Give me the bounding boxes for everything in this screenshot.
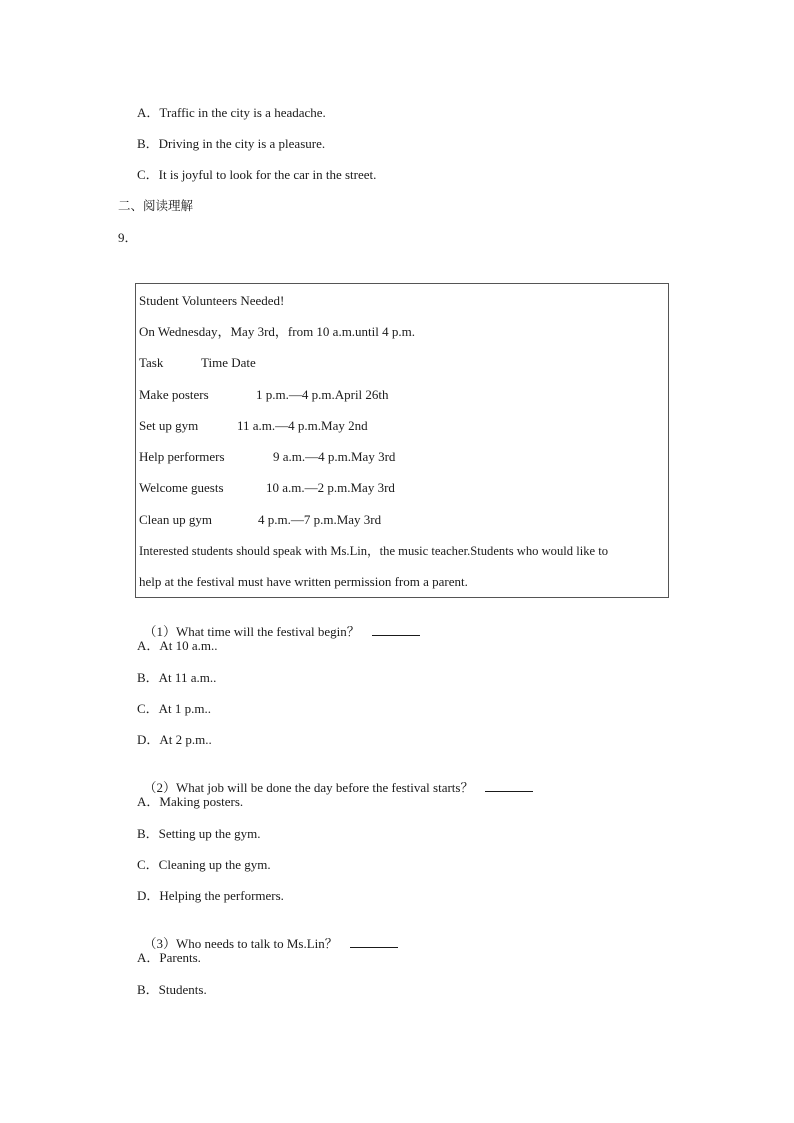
answer-option: D．Helping the performers. xyxy=(137,888,284,903)
task-time-date: 9 a.m.—4 p.m.May 3rd xyxy=(273,449,396,464)
q8-option-c: C．It is joyful to look for the car in the street. xyxy=(137,167,377,182)
task-time-date: 4 p.m.—7 p.m.May 3rd xyxy=(258,512,382,527)
question-stem xyxy=(137,763,533,796)
task-name: Make posters xyxy=(139,387,209,402)
answer-option: A．At 10 a.m.. xyxy=(137,638,218,653)
notice-footer-line2: help at the festival must have written permission from a parent. xyxy=(139,574,468,589)
question-stem xyxy=(137,919,398,952)
question-number: 9． xyxy=(118,230,138,245)
task-name: Clean up gym xyxy=(139,512,212,527)
notice-title: Student Volunteers Needed! xyxy=(139,293,285,308)
section-heading: 二、阅读理解 xyxy=(118,198,194,213)
notice-when: On Wednesday，May 3rd，from 10 a.m.until 4 p.m. xyxy=(139,324,416,339)
answer-option: C．At 1 p.m.. xyxy=(137,701,212,716)
answer-option: C．Cleaning up the gym. xyxy=(137,857,271,872)
question-stem-text: （2）What job will be done the day before the festival starts？ xyxy=(143,780,474,795)
task-name: Set up gym xyxy=(139,418,199,433)
answer-blank[interactable] xyxy=(485,779,533,792)
question-stem-text: （1）What time will the festival begin？ xyxy=(143,624,360,639)
answer-option: B．Students. xyxy=(137,982,207,997)
answer-option: B．At 11 a.m.. xyxy=(137,670,217,685)
notice-header-time-date: Time Date xyxy=(201,355,256,370)
notice-footer-line1: Interested students should speak with Ms.Lin，the music teacher.Students who would like to xyxy=(139,544,609,558)
task-time-date: 1 p.m.—4 p.m.April 26th xyxy=(256,387,389,402)
answer-blank[interactable] xyxy=(372,623,420,636)
q8-option-b: B．Driving in the city is a pleasure. xyxy=(137,136,326,151)
question-stem-text: （3）Who needs to talk to Ms.Lin？ xyxy=(143,936,338,951)
answer-option: A．Parents. xyxy=(137,950,201,965)
answer-option: B．Setting up the gym. xyxy=(137,826,261,841)
answer-blank[interactable] xyxy=(350,935,398,948)
answer-option: D．At 2 p.m.. xyxy=(137,732,212,747)
task-time-date: 10 a.m.—2 p.m.May 3rd xyxy=(266,480,395,495)
task-name: Help performers xyxy=(139,449,225,464)
task-name: Welcome guests xyxy=(139,480,224,495)
answer-option: A．Making posters. xyxy=(137,794,244,809)
question-stem xyxy=(137,607,420,640)
notice-header-task: Task xyxy=(139,355,164,370)
q8-option-a: A．Traffic in the city is a headache. xyxy=(137,105,326,120)
task-time-date: 11 a.m.—4 p.m.May 2nd xyxy=(237,418,368,433)
